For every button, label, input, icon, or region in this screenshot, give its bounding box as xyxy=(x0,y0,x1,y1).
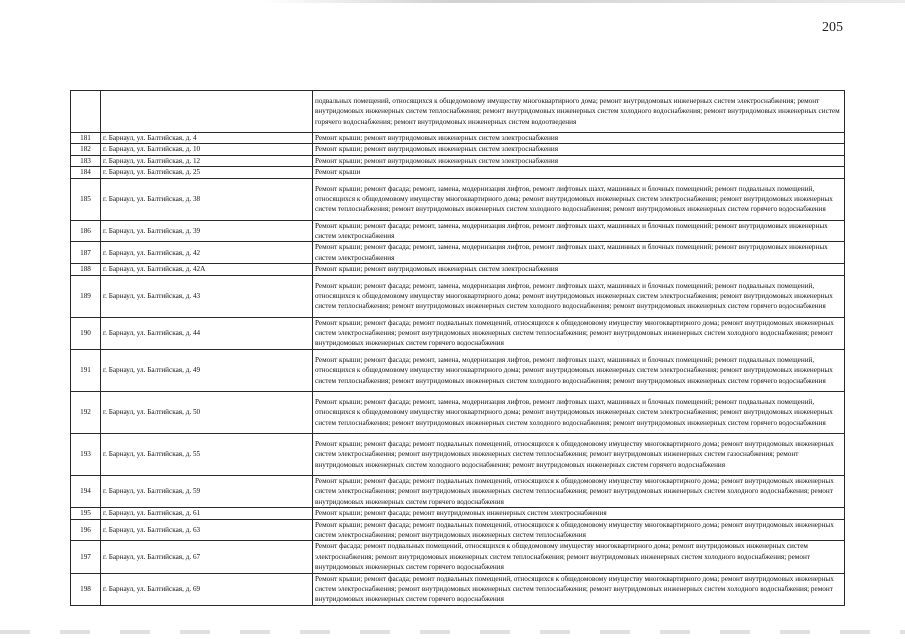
row-works: Ремонт крыши; ремонт фасада; ремонт, замена, модернизация лифтов, ремонт лифтовых шахт, машинных и блочных помещений; ремонт подвальных помещений, относящихся к общедомовому имуществу многоквартирного дома; ремонт внутридомовых инженерных систем электроснабжения; ремонт внутридомовых инженерных систем теплоснабжения; ремонт внутридомовых инженерных систем холодного водоснабжения; ремонт внутридомовых инженерных систем горячего водоснабжения xyxy=(313,275,845,317)
row-address: г. Барнаул, ул. Балтийская, д. 61 xyxy=(101,508,313,519)
row-works: Ремонт крыши; ремонт фасада; ремонт подвальных помещений, относящихся к общедомовому имуществу многоквартирного дома; ремонт внутридомовых инженерных систем электроснабжения; ремонт внутридомовых инженерных систем теплоснабжения; ремонт внутридомовых инженерных систем газоснабжения; ремонт внутридомовых инженерных систем холодного водоснабжения; ремонт внутридомовых инженерных систем горячего водоснабжения xyxy=(313,433,845,475)
row-number xyxy=(71,91,101,133)
row-address: г. Барнаул, ул. Балтийская, д. 59 xyxy=(101,475,313,507)
table-row xyxy=(71,91,845,133)
row-number: 190 xyxy=(71,317,101,349)
row-number: 197 xyxy=(71,541,101,573)
table-row xyxy=(71,178,845,220)
row-works: Ремонт крыши; ремонт фасада; ремонт внутридомовых инженерных систем электроснабжения xyxy=(313,508,845,519)
row-address xyxy=(101,91,313,133)
row-works: Ремонт крыши; ремонт фасада; ремонт, замена, модернизация лифтов, ремонт лифтовых шахт, машинных и блочных помещений; ремонт подвальных помещений, относящихся к общедомовому имуществу многоквартирного дома; ремонт внутридомовых инженерных систем электроснабжения; ремонт внутридомовых инженерных систем теплоснабжения; ремонт внутридомовых инженерных систем холодного водоснабжения; ремонт внутридомовых инженерных систем горячего водоснабжения xyxy=(313,178,845,220)
row-works: Ремонт крыши; ремонт фасада; ремонт, замена, модернизация лифтов, ремонт лифтовых шахт, машинных и блочных помещений; ремонт подвальных помещений, относящихся к общедомовому имуществу многоквартирного дома; ремонт внутридомовых инженерных систем электроснабжения; ремонт внутридомовых инженерных систем теплоснабжения; ремонт внутридомовых инженерных систем холодного водоснабжения; ремонт внутридомовых инженерных систем горячего водоснабжения xyxy=(313,391,845,433)
row-address: г. Барнаул, ул. Балтийская, д. 49 xyxy=(101,349,313,391)
row-works: подвальных помещений, относящихся к общедомовому имуществу многоквартирного дома; ремонт внутридомовых инженерных систем электроснабжения; ремонт внутридомовых инженерных систем теплоснабжения; ремонт внутридомовых инженерных систем холодного водоснабжения; ремонт внутридомовых инженерных систем горячего водоснабжения; ремонт внутридомовых инженерных систем водоотведения xyxy=(313,91,845,133)
row-number: 189 xyxy=(71,275,101,317)
page-number: 205 xyxy=(822,20,843,35)
table-row xyxy=(71,475,845,507)
row-number: 193 xyxy=(71,433,101,475)
table-row xyxy=(71,220,845,242)
row-address: г. Барнаул, ул. Балтийская, д. 42А xyxy=(101,264,313,275)
table-row xyxy=(71,264,845,275)
row-works: Ремонт крыши; ремонт фасада; ремонт подвальных помещений, относящихся к общедомовому имуществу многоквартирного дома; ремонт внутридомовых инженерных систем электроснабжения; ремонт внутридомовых инженерных систем теплоснабжения xyxy=(313,519,845,541)
row-number: 183 xyxy=(71,155,101,166)
row-address: г. Барнаул, ул. Балтийская, д. 39 xyxy=(101,220,313,242)
table-row xyxy=(71,519,845,541)
row-number: 191 xyxy=(71,349,101,391)
row-works: Ремонт крыши; ремонт внутридомовых инженерных систем электроснабжения xyxy=(313,133,845,144)
row-number: 181 xyxy=(71,133,101,144)
table-row xyxy=(71,541,845,573)
table-row xyxy=(71,317,845,349)
row-works: Ремонт крыши; ремонт фасада; ремонт, замена, модернизация лифтов, ремонт лифтовых шахт, машинных и блочных помещений; ремонт внутридомовых инженерных систем электроснабжения xyxy=(313,242,845,264)
row-address: г. Барнаул, ул. Балтийская, д. 10 xyxy=(101,144,313,155)
row-number: 182 xyxy=(71,144,101,155)
row-number: 187 xyxy=(71,242,101,264)
table-row xyxy=(71,508,845,519)
table-row xyxy=(71,433,845,475)
row-number: 198 xyxy=(71,573,101,605)
table-row xyxy=(71,133,845,144)
row-address: г. Барнаул, ул. Балтийская, д. 12 xyxy=(101,155,313,166)
row-address: г. Барнаул, ул. Балтийская, д. 25 xyxy=(101,167,313,178)
row-works: Ремонт крыши; ремонт фасада; ремонт, замена, модернизация лифтов, ремонт лифтовых шахт, машинных и блочных помещений; ремонт внутридомовых инженерных систем электроснабжения xyxy=(313,220,845,242)
row-address: г. Барнаул, ул. Балтийская, д. 38 xyxy=(101,178,313,220)
table-row xyxy=(71,242,845,264)
row-number: 188 xyxy=(71,264,101,275)
row-number: 185 xyxy=(71,178,101,220)
row-number: 194 xyxy=(71,475,101,507)
row-number: 192 xyxy=(71,391,101,433)
row-works: Ремонт крыши; ремонт фасада; ремонт подвальных помещений, относящихся к общедомовому имуществу многоквартирного дома; ремонт внутридомовых инженерных систем электроснабжения; ремонт внутридомовых инженерных систем теплоснабжения; ремонт внутридомовых инженерных систем холодного водоснабжения; ремонт внутридомовых инженерных систем горячего водоснабжения xyxy=(313,573,845,605)
table-row xyxy=(71,391,845,433)
row-works: Ремонт крыши; ремонт внутридомовых инженерных систем электроснабжения xyxy=(313,144,845,155)
table-row xyxy=(71,349,845,391)
row-address: г. Барнаул, ул. Балтийская, д. 63 xyxy=(101,519,313,541)
table-row xyxy=(71,155,845,166)
row-address: г. Барнаул, ул. Балтийская, д. 43 xyxy=(101,275,313,317)
row-number: 186 xyxy=(71,220,101,242)
row-works: Ремонт крыши; ремонт внутридомовых инженерных систем электроснабжения xyxy=(313,155,845,166)
row-works: Ремонт крыши xyxy=(313,167,845,178)
repair-works-table xyxy=(70,90,845,606)
table-body xyxy=(71,91,845,606)
row-address: г. Барнаул, ул. Балтийская, д. 67 xyxy=(101,541,313,573)
scan-edge-bottom xyxy=(0,630,905,634)
table-row xyxy=(71,573,845,605)
row-works: Ремонт крыши; ремонт фасада; ремонт, замена, модернизация лифтов, ремонт лифтовых шахт, машинных и блочных помещений; ремонт подвальных помещений, относящихся к общедомовому имуществу многоквартирного дома; ремонт внутридомовых инженерных систем электроснабжения; ремонт внутридомовых инженерных систем теплоснабжения; ремонт внутридомовых инженерных систем холодного водоснабжения; ремонт внутридомовых инженерных систем горячего водоснабжения xyxy=(313,349,845,391)
row-number: 196 xyxy=(71,519,101,541)
row-works: Ремонт крыши; ремонт фасада; ремонт подвальных помещений, относящихся к общедомовому имуществу многоквартирного дома; ремонт внутридомовых инженерных систем электроснабжения; ремонт внутридомовых инженерных систем теплоснабжения; ремонт внутридомовых инженерных систем холодного водоснабжения; ремонт внутридомовых инженерных систем горячего водоснабжения xyxy=(313,475,845,507)
row-works: Ремонт фасада; ремонт подвальных помещений, относящихся к общедомовому имуществу многоквартирного дома; ремонт внутридомовых инженерных систем электроснабжения; ремонт внутридомовых инженерных систем теплоснабжения; ремонт внутридомовых инженерных систем холодного водоснабжения; ремонт внутридомовых инженерных систем горячего водоснабжения xyxy=(313,541,845,573)
row-number: 184 xyxy=(71,167,101,178)
row-address: г. Барнаул, ул. Балтийская, д. 44 xyxy=(101,317,313,349)
scan-edge-top xyxy=(260,0,905,3)
row-address: г. Барнаул, ул. Балтийская, д. 50 xyxy=(101,391,313,433)
table-row xyxy=(71,144,845,155)
table-row xyxy=(71,167,845,178)
row-address: г. Барнаул, ул. Балтийская, д. 55 xyxy=(101,433,313,475)
row-address: г. Барнаул, ул. Балтийская, д. 69 xyxy=(101,573,313,605)
row-address: г. Барнаул, ул. Балтийская, д. 42 xyxy=(101,242,313,264)
row-address: г. Барнаул, ул. Балтийская, д. 4 xyxy=(101,133,313,144)
table-row xyxy=(71,275,845,317)
row-works: Ремонт крыши; ремонт внутридомовых инженерных систем электроснабжения xyxy=(313,264,845,275)
row-works: Ремонт крыши; ремонт фасада; ремонт подвальных помещений, относящихся к общедомовому имуществу многоквартирного дома; ремонт внутридомовых инженерных систем электроснабжения; ремонт внутридомовых инженерных систем теплоснабжения; ремонт внутридомовых инженерных систем холодного водоснабжения; ремонт внутридомовых инженерных систем горячего водоснабжения xyxy=(313,317,845,349)
row-number: 195 xyxy=(71,508,101,519)
